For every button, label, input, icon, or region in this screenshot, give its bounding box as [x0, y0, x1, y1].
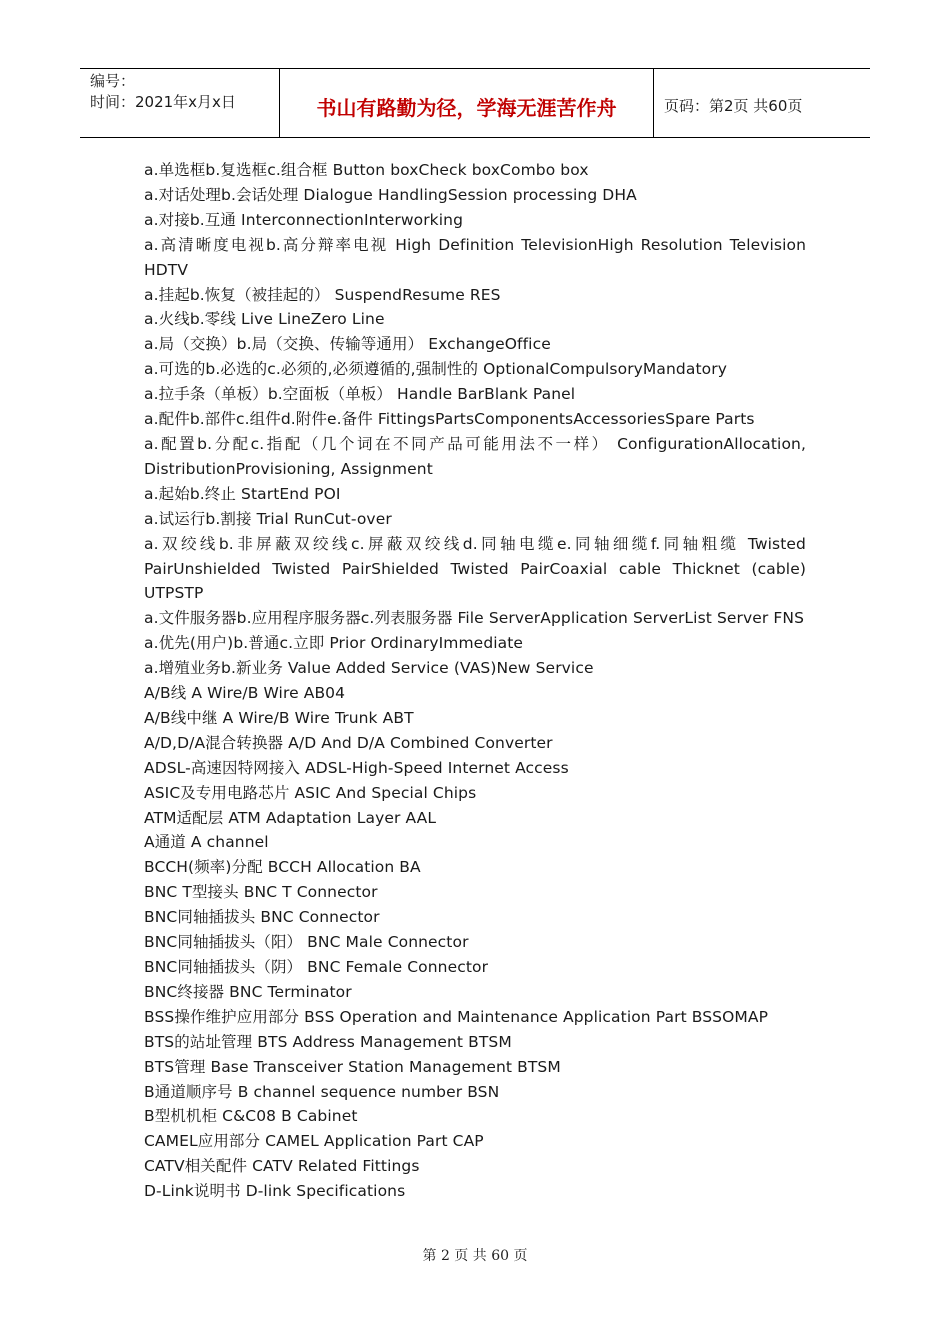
list-item: CAMEL应用部分 CAMEL Application Part CAP	[144, 1132, 484, 1151]
list-item: ASIC及专用电路芯片 ASIC And Special Chips	[144, 783, 477, 802]
list-item: BTS管理 Base Transceiver Station Management BTSM	[144, 1057, 561, 1076]
list-item: a.优先(用户)b.普通c.立即 Prior OrdinaryImmediate	[144, 634, 524, 653]
list-item: a.火线b.零线 Live LineZero Line	[144, 310, 385, 329]
list-item: a.试运行b.割接 Trial RunCut-over	[144, 509, 392, 528]
list-item: B型机机柜 C&C08 B Cabinet	[144, 1107, 358, 1126]
list-item: ADSL-高速因特网接入 ADSL-High-Speed Internet Access	[144, 758, 569, 777]
list-item: a.单选框b.复选框c.组合框 Button boxCheck boxCombo box	[144, 161, 589, 179]
list-item: CATV相关配件 CATV Related Fittings	[144, 1157, 420, 1176]
list-item: a.配件b.部件c.组件d.附件e.备件 FittingsPartsComponentsAccessoriesSpare Parts	[144, 410, 755, 429]
list-item: a.拉手条（单板）b.空面板（单板） Handle BarBlank Panel	[144, 385, 576, 404]
list-item: a.挂起b.恢复（被挂起的） SuspendResume RES	[144, 285, 501, 304]
page-footer: 第 2 页 共 60 页	[422, 1248, 528, 1264]
list-item: A通道 A channel	[144, 833, 269, 852]
page-header	[80, 68, 870, 138]
number-label: 编号：	[90, 72, 136, 90]
header-page-label: 页码：第2页 共60页	[664, 96, 803, 115]
list-item: a.局（交换）b.局（交换、传输等通用） ExchangeOffice	[144, 335, 551, 354]
list-item: BNC同轴插拔头 BNC Connector	[144, 908, 380, 927]
list-item: a.增殖业务b.新业务 Value Added Service (VAS)New Service	[144, 659, 594, 678]
list-item: BSS操作维护应用部分 BSS Operation and Maintenance Application Part BSSOMAP	[144, 1007, 769, 1026]
list-item: A/B线中继 A Wire/B Wire Trunk ABT	[144, 708, 414, 727]
header-motto: 书山有路勤为径，学海无涯苦作舟	[280, 69, 654, 137]
list-item: BNC同轴插拔头（阳） BNC Male Connector	[144, 933, 469, 952]
glossary-list	[144, 158, 806, 1204]
list-item: D-Link说明书 D-link Specifications	[144, 1182, 406, 1201]
list-item: a.文件服务器b.应用程序服务器c.列表服务器 File ServerApplication ServerList Server FNS	[144, 609, 805, 628]
list-item: BNC同轴插拔头（阴） BNC Female Connector	[144, 958, 489, 976]
list-item: a.起始b.终止 StartEnd POI	[144, 484, 341, 503]
list-item: a.高清晰度电视b.高分辩率电视 High Definition TelevisionHigh Resolution Television HDTV	[144, 235, 806, 279]
list-item: BNC终接器 BNC Terminator	[144, 982, 352, 1001]
list-item: BCCH(频率)分配 BCCH Allocation BA	[144, 858, 421, 877]
time-label: 时间：2021年x月x日	[90, 93, 236, 111]
list-item: a.对接b.互通 InterconnectionInterworking	[144, 210, 464, 229]
list-item: B通道顺序号 B channel sequence number BSN	[144, 1082, 500, 1101]
list-item: BTS的站址管理 BTS Address Management BTSM	[144, 1032, 512, 1051]
list-item: A/D,D/A混合转换器 A/D And D/A Combined Converter	[144, 733, 553, 752]
list-item: BNC T型接头 BNC T Connector	[144, 883, 378, 902]
list-item: a.可选的b.必选的c.必须的,必须遵循的,强制性的 OptionalCompulsoryMandatory	[144, 360, 727, 379]
list-item: a.配置b.分配c.指配（几个词在不同产品可能用法不一样） ConfigurationAllocation, DistributionProvisioning, Assignment	[144, 434, 806, 478]
list-item: A/B线 A Wire/B Wire AB04	[144, 684, 346, 703]
header-meta	[80, 69, 280, 137]
list-item: ATM适配层 ATM Adaptation Layer AAL	[144, 808, 437, 827]
list-item: a.对话处理b.会话处理 Dialogue HandlingSession processing DHA	[144, 185, 637, 204]
list-item: a.双绞线b.非屏蔽双绞线c.屏蔽双绞线d.同轴电缆e.同轴细缆f.同轴粗缆 Twisted PairUnshielded Twisted PairShielded Twisted PairCoaxial cable Thicknet (cable) UTPSTP	[144, 534, 806, 603]
